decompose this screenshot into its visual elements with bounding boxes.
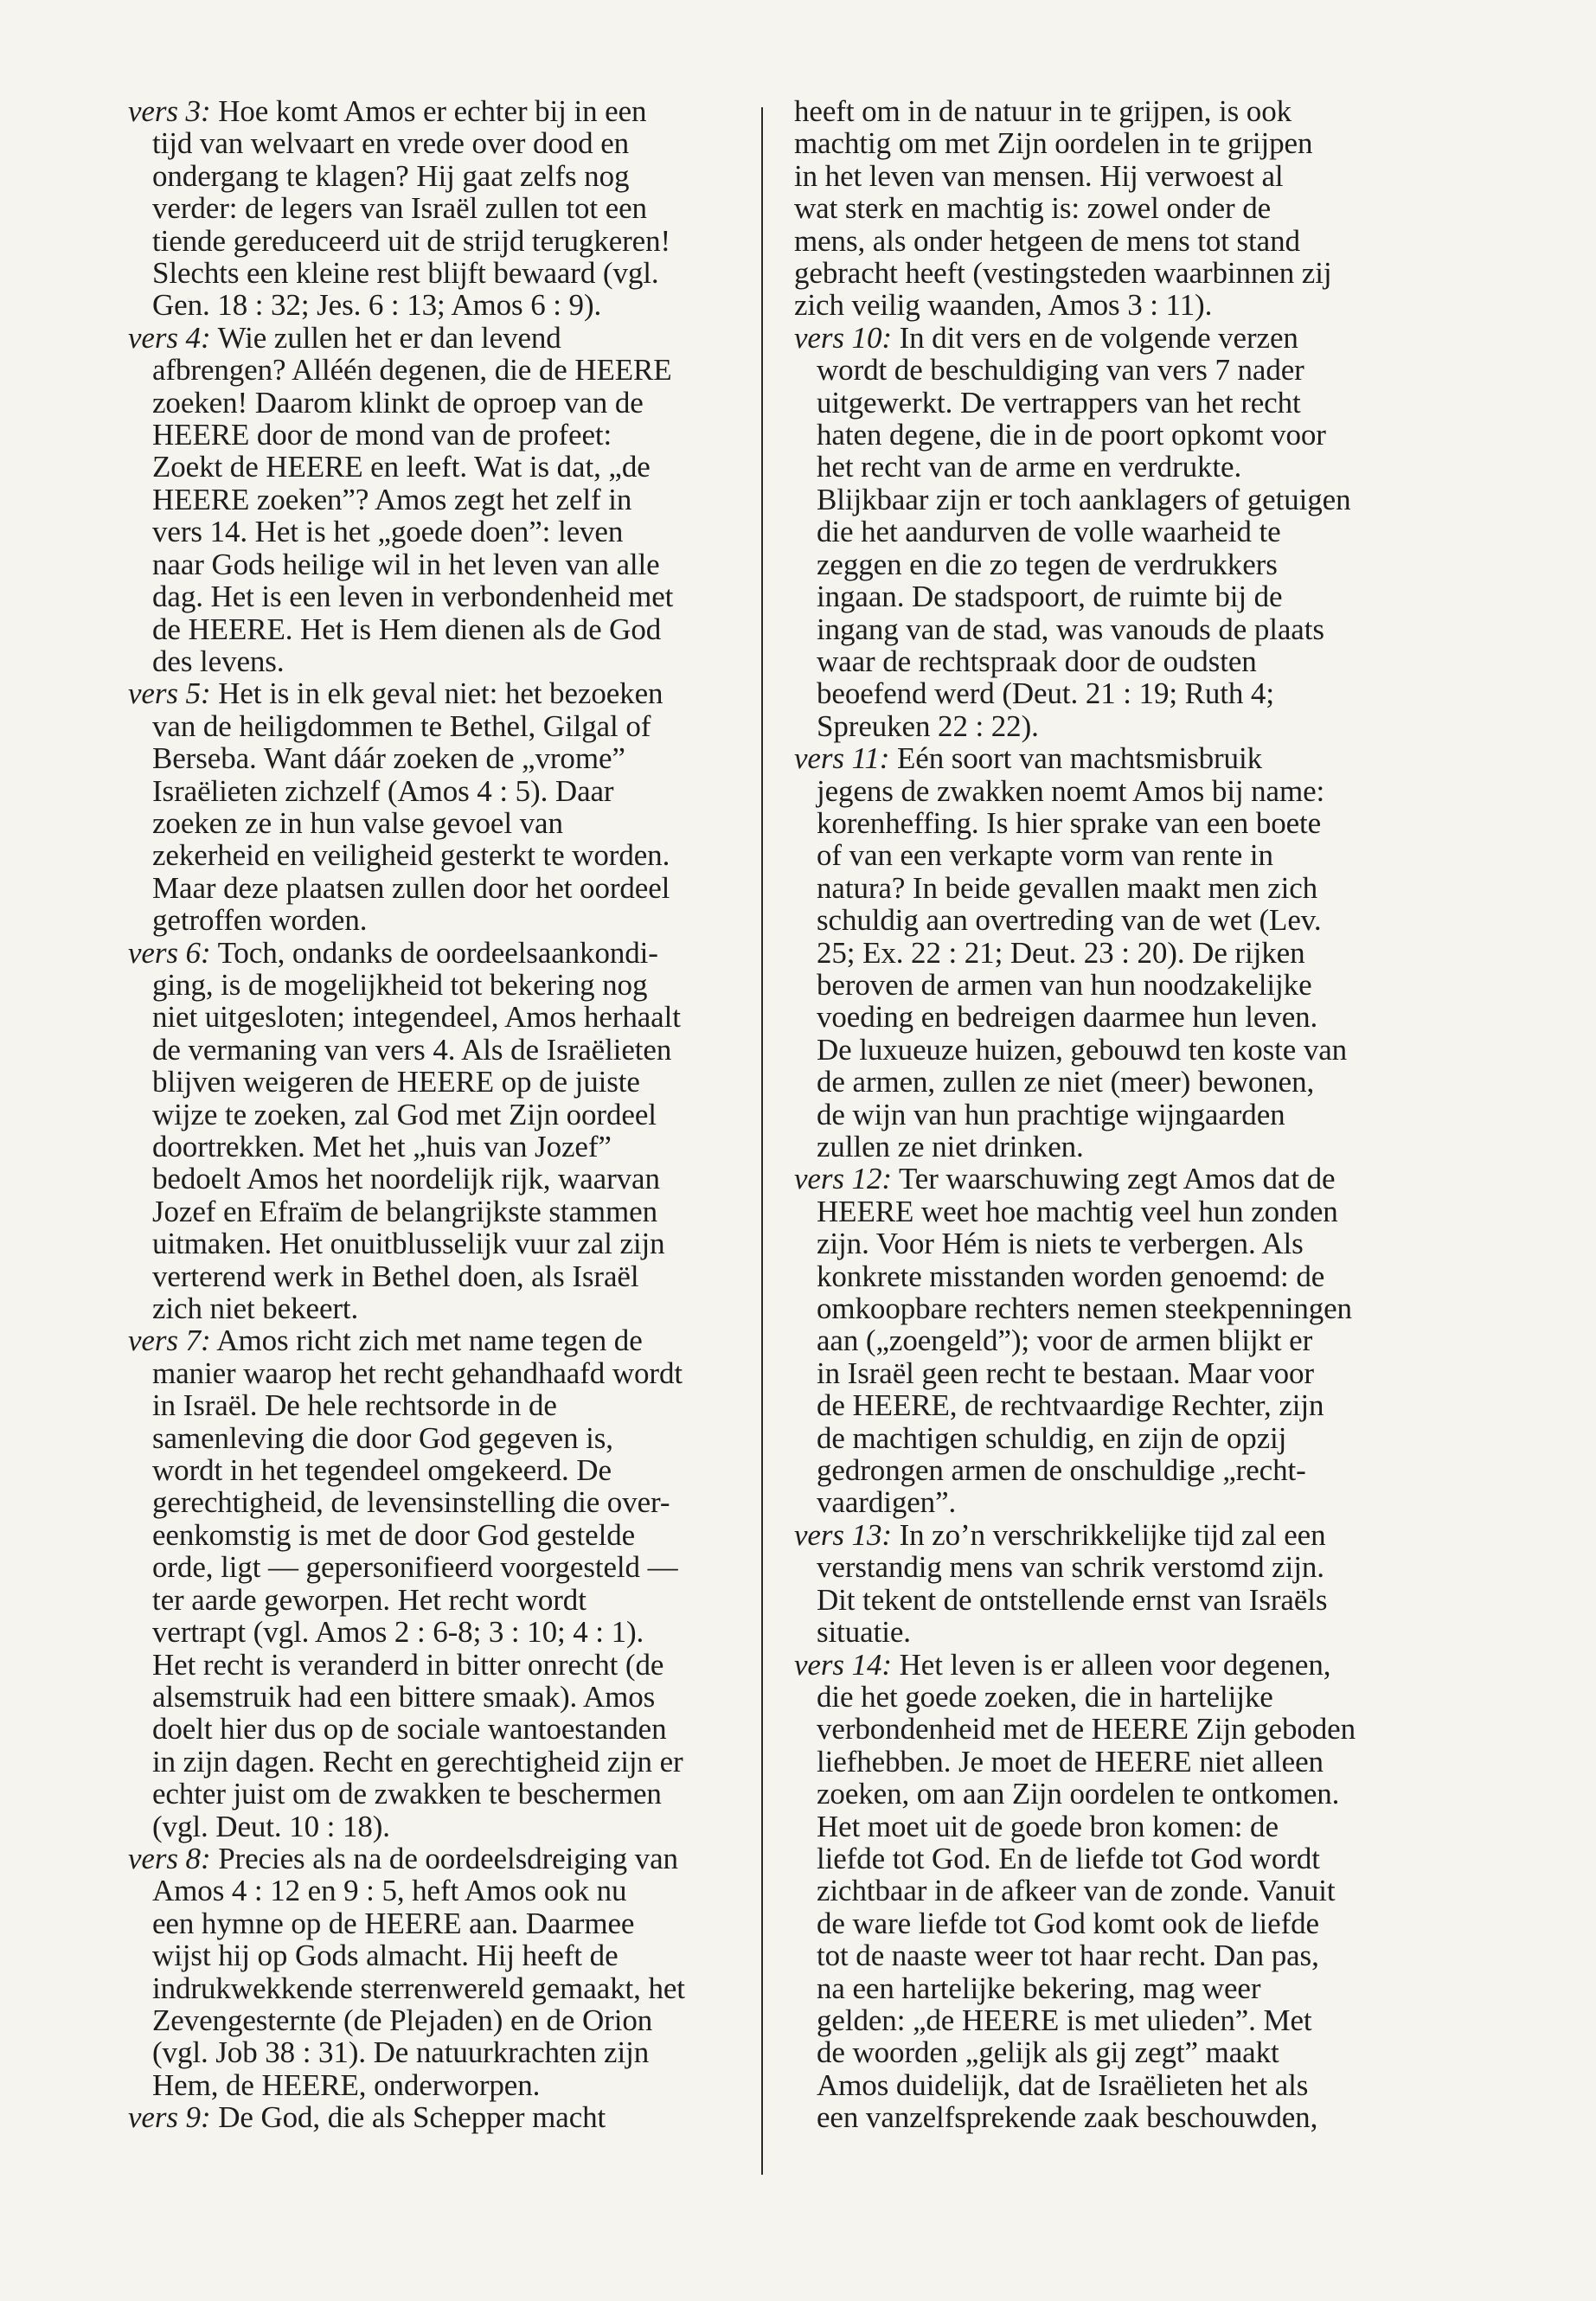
text-line: wat sterk en machtig is: zowel onder de	[794, 191, 1272, 226]
text-line: voeding en bedreigen daarmee hun leven.	[817, 1000, 1318, 1035]
text-line: verstandig mens van schrik verstomd zijn.	[817, 1550, 1324, 1585]
text-line: de wijn van hun prachtige wijngaarden	[817, 1097, 1285, 1131]
text-line: indrukwekkende sterrenwereld gemaakt, het	[152, 1971, 685, 2005]
text-line: orde, ligt — gepersonifieerd voorgesteld —	[152, 1550, 678, 1585]
text-line: vertrapt (vgl. Amos 2 : 6-8; 3 : 10; 4 : 1).	[152, 1615, 644, 1650]
text-line: liefhebben. Je moet de HEERE niet alleen	[817, 1744, 1324, 1779]
text-line: Het moet uit de goede bron komen: de	[817, 1809, 1279, 1843]
text-line: Maar deze plaatsen zullen door het oordeel	[152, 870, 670, 905]
entry-first-line	[794, 322, 1408, 354]
text-line: Israëlieten zichzelf (Amos 4 : 5). Daar	[152, 773, 614, 808]
text-line: de HEERE, de rechtvaardige Rechter, zijn	[817, 1388, 1324, 1423]
text-line: (vgl. Job 38 : 31). De natuurkrachten zijn	[152, 2035, 650, 2070]
text-line: wijze te zoeken, zal God met Zijn oordeel	[152, 1097, 657, 1131]
entry-first-text: In zo’n verschrikkelijke tijd zal een	[899, 1517, 1326, 1552]
text-line: Het recht is veranderd in bitter onrecht (de	[152, 1647, 664, 1682]
verse-label: vers 8:	[128, 1841, 211, 1875]
column-divider	[761, 107, 763, 2175]
verse-label: vers 5:	[128, 676, 211, 711]
text-line: Spreuken 22 : 22).	[817, 708, 1039, 743]
text-line: samenleving die door God gegeven is,	[152, 1420, 613, 1455]
text-line: zekerheid en veiligheid gesterkt te worden.	[152, 838, 670, 873]
text-line: naar Gods heilige wil in het leven van alle	[152, 547, 660, 581]
entry-first-text: Toch, ondanks de oordeelsaankondi-	[217, 935, 658, 970]
text-line: waar de rechtspraak door de oudsten	[817, 644, 1257, 678]
right-text-column	[794, 95, 1408, 2134]
continued-paragraph	[794, 95, 1408, 322]
text-line: Amos 4 : 12 en 9 : 5, heft Amos ook nu	[152, 1874, 627, 1908]
text-line: Berseba. Want dáár zoeken de „vrome”	[152, 741, 625, 776]
verse-entry	[128, 1324, 764, 1843]
text-line: heeft om in de natuur in te grijpen, is ook	[794, 94, 1292, 128]
text-line: ingaan. De stadspoort, de ruimte bij de	[817, 580, 1283, 614]
text-line: manier waarop het recht gehandhaafd wordt	[152, 1356, 683, 1390]
text-line: uitmaken. Het onuitblusselijk vuur zal zijn	[152, 1227, 665, 1261]
entry-first-line	[794, 1519, 1408, 1551]
text-line: wijst hij op Gods almacht. Hij heeft de	[152, 1939, 619, 1973]
text-line: Blijkbaar zijn er toch aanklagers of getuigen	[817, 482, 1351, 516]
text-line: korenheffing. Is hier sprake van een boete	[817, 805, 1322, 840]
entry-first-line	[128, 937, 764, 969]
text-line: blijven weigeren de HEERE op de juiste	[152, 1065, 640, 1099]
verse-entry	[128, 677, 764, 936]
text-line: konkrete misstanden worden genoemd: de	[817, 1259, 1325, 1293]
text-line: zijn. Voor Hém is niets te verbergen. Als	[817, 1227, 1304, 1261]
text-line: een hymne op de HEERE aan. Daarmee	[152, 1906, 635, 1940]
entry-first-line	[128, 322, 764, 354]
text-line: niet uitgesloten; integendeel, Amos herhaalt	[152, 1000, 681, 1035]
text-line: gebracht heeft (vestingsteden waarbinnen zij	[794, 256, 1332, 291]
entry-first-line	[128, 1324, 764, 1356]
text-line: die het aandurven de volle waarheid te	[817, 515, 1281, 549]
text-line: HEERE door de mond van de profeet:	[152, 418, 612, 452]
text-line: eenkomstig is met de door God gestelde	[152, 1517, 636, 1552]
verse-entry	[794, 1649, 1408, 2134]
text-line: situatie.	[817, 1615, 911, 1650]
text-line: des levens.	[152, 644, 285, 678]
verse-label: vers 6:	[128, 935, 211, 970]
text-line: Gen. 18 : 32; Jes. 6 : 13; Amos 6 : 9).	[152, 288, 602, 323]
entry-first-line	[128, 677, 764, 709]
text-line: Hem, de HEERE, onderworpen.	[152, 2067, 541, 2102]
text-line: de vermaning van vers 4. Als de Israëlieten	[152, 1032, 672, 1067]
text-line: van de heiligdommen te Bethel, Gilgal of	[152, 708, 651, 743]
verse-label: vers 3:	[128, 94, 211, 128]
text-line: HEERE zoeken”? Amos zegt het zelf in	[152, 482, 632, 516]
text-line: Amos duidelijk, dat de Israëlieten het als	[817, 2067, 1309, 2102]
verse-label: vers 9:	[128, 2100, 211, 2135]
verse-entry	[128, 937, 764, 1325]
text-line: 25; Ex. 22 : 21; Deut. 23 : 20). De rijken	[817, 935, 1305, 970]
verse-label: vers 10:	[794, 320, 892, 355]
text-line: wordt in het tegendeel omgekeerd. De	[152, 1453, 612, 1488]
text-line: natura? In beide gevallen maakt men zich	[817, 870, 1318, 905]
text-line: tot de naaste weer tot haar recht. Dan pas,	[817, 1939, 1319, 1973]
text-line: dag. Het is een leven in verbondenheid met	[152, 580, 674, 614]
entry-first-text: Precies als na de oordeelsdreiging van	[218, 1841, 678, 1875]
text-line: in Israël geen recht te bestaan. Maar voor	[817, 1356, 1314, 1390]
text-line: het recht van de arme en verdrukte.	[817, 450, 1242, 484]
text-line: de HEERE. Het is Hem dienen als de God	[152, 612, 662, 646]
text-line: of van een verkapte vorm van rente in	[817, 838, 1273, 873]
entry-first-text: In dit vers en de volgende verzen	[899, 320, 1298, 355]
text-line: de ware liefde tot God komt ook de liefde	[817, 1906, 1319, 1940]
entry-first-text: Amos richt zich met name tegen de	[216, 1324, 643, 1358]
text-line: ging, is de mogelijkheid tot bekering nog	[152, 967, 648, 1002]
entry-first-line	[128, 2101, 764, 2133]
entry-first-text: Hoe komt Amos er echter bij in een	[218, 94, 647, 128]
verse-entry	[128, 95, 764, 322]
verse-label: vers 12:	[794, 1162, 892, 1196]
verse-entry	[794, 1519, 1408, 1649]
entry-first-text: Het is in elk geval niet: het bezoeken	[218, 676, 663, 711]
verse-entry	[794, 322, 1408, 742]
text-line: ingang van de stad, was vanouds de plaats	[817, 612, 1324, 646]
entry-first-line	[794, 1163, 1408, 1195]
text-line: bedoelt Amos het noordelijk rijk, waarvan	[152, 1162, 660, 1196]
verse-label: vers 14:	[794, 1647, 892, 1682]
entry-first-text: Het leven is er alleen voor degenen,	[899, 1647, 1331, 1682]
text-line: gelden: „de HEERE is met ulieden”. Met	[817, 2003, 1312, 2037]
verse-entry	[794, 742, 1408, 1163]
entry-first-line	[128, 95, 764, 127]
text-line: Slechts een kleine rest blijft bewaard (vgl.	[152, 256, 659, 291]
text-line: Zevengesternte (de Plejaden) en de Orion	[152, 2003, 653, 2037]
verse-label: vers 7:	[128, 1324, 211, 1358]
text-line: tijd van welvaart en vrede over dood en	[152, 126, 630, 161]
text-line: echter juist om de zwakken te beschermen	[152, 1777, 662, 1811]
text-line: gerechtigheid, de levensinstelling die over-	[152, 1485, 670, 1520]
text-line: beroven de armen van hun noodzakelijke	[817, 967, 1312, 1002]
text-line: beoefend werd (Deut. 21 : 19; Ruth 4;	[817, 676, 1274, 711]
entry-first-text: De God, die als Schepper macht	[218, 2100, 606, 2135]
text-line: de woorden „gelijk als gij zegt” maakt	[817, 2035, 1279, 2070]
text-line: ter aarde geworpen. Het recht wordt	[152, 1582, 586, 1617]
text-line: een vanzelfsprekende zaak beschouwden,	[817, 2100, 1318, 2135]
entry-first-text: Wie zullen het er dan levend	[217, 320, 561, 355]
text-line: zich niet bekeert.	[152, 1292, 359, 1326]
entry-first-line	[794, 742, 1408, 774]
text-line: Dit tekent de ontstellende ernst van Israëls	[817, 1582, 1328, 1617]
text-line: jegens de zwakken noemt Amos bij name:	[817, 773, 1325, 808]
verse-entry	[794, 1163, 1408, 1518]
text-line: machtig om met Zijn oordelen in te grijpen	[794, 126, 1313, 161]
text-line: wordt de beschuldiging van vers 7 nader	[817, 353, 1304, 388]
text-line: afbrengen? Alléén degenen, die de HEERE	[152, 353, 672, 388]
text-line: (vgl. Deut. 10 : 18).	[152, 1809, 390, 1843]
text-line: in Israël. De hele rechtsorde in de	[152, 1388, 557, 1423]
text-line: Jozef en Efraïm de belangrijkste stammen	[152, 1194, 657, 1228]
text-line: getroffen worden.	[152, 903, 368, 938]
text-line: de machtigen schuldig, en zijn de opzij	[817, 1420, 1287, 1455]
text-line: omkoopbare rechters nemen steekpenningen	[817, 1292, 1352, 1326]
text-line: zullen ze niet drinken.	[817, 1130, 1084, 1163]
text-line: na een hartelijke bekering, mag weer	[817, 1971, 1261, 2005]
text-line: die het goede zoeken, die in hartelijke	[817, 1679, 1273, 1714]
entry-first-text: Ter waarschuwing zegt Amos dat de	[898, 1162, 1336, 1196]
text-line: aan („zoengeld”); voor de armen blijkt er	[817, 1324, 1313, 1358]
verse-entry	[128, 2101, 764, 2133]
text-line: verder: de legers van Israël zullen tot een	[152, 191, 647, 226]
text-line: zoeken! Daarom klinkt de oproep van de	[152, 385, 644, 420]
entry-first-line	[128, 1843, 764, 1875]
text-line: vers 14. Het is het „goede doen”: leven	[152, 515, 624, 549]
text-line: liefde tot God. En de liefde tot God wordt	[817, 1841, 1320, 1875]
text-line: zoeken, om aan Zijn oordelen te ontkomen.	[817, 1777, 1340, 1811]
text-line: in het leven van mensen. Hij verwoest al	[794, 158, 1284, 193]
text-line: zich veilig waanden, Amos 3 : 11).	[794, 288, 1213, 323]
verse-label: vers 11:	[794, 741, 890, 776]
text-line: mens, als onder hetgeen de mens tot stand	[794, 223, 1300, 258]
text-line: uitgewerkt. De vertrappers van het recht	[817, 385, 1301, 420]
verse-entry	[128, 1843, 764, 2101]
text-line: vaardigen”.	[817, 1485, 957, 1520]
verse-entry	[128, 322, 764, 677]
text-line: in zijn dagen. Recht en gerechtigheid zijn er	[152, 1744, 683, 1779]
text-line: zeggen en die zo tegen de verdrukkers	[817, 547, 1278, 581]
text-line: verterend werk in Bethel doen, als Israël	[152, 1259, 639, 1293]
text-line: zoeken ze in hun valse gevoel van	[152, 805, 563, 840]
text-line: doortrekken. Met het „huis van Jozef”	[152, 1130, 612, 1163]
text-line: doelt hier dus op de sociale wantoestanden	[152, 1712, 667, 1747]
text-line: zichtbaar in de afkeer van de zonde. Vanuit	[817, 1874, 1336, 1908]
text-line: schuldig aan overtreding van de wet (Lev.	[817, 903, 1322, 938]
verse-label: vers 13:	[794, 1517, 892, 1552]
entry-first-text: Eén soort van machtsmisbruik	[896, 741, 1262, 776]
text-line: De luxueuze huizen, gebouwd ten koste van	[817, 1032, 1348, 1067]
text-line: gedrongen armen de onschuldige „recht-	[817, 1453, 1306, 1488]
text-line: ondergang te klagen? Hij gaat zelfs nog	[152, 158, 630, 193]
left-text-column	[128, 95, 764, 2134]
text-line: de armen, zullen ze niet (meer) bewonen,	[817, 1065, 1315, 1099]
text-line: HEERE weet hoe machtig veel hun zonden	[817, 1194, 1338, 1228]
text-line: alsemstruik had een bittere smaak). Amos	[152, 1679, 656, 1714]
verse-label: vers 4:	[128, 320, 211, 355]
text-line: verbondenheid met de HEERE Zijn geboden	[817, 1712, 1356, 1747]
text-line: tiende gereduceerd uit de strijd terugkeren!	[152, 223, 671, 258]
entry-first-line	[794, 1649, 1408, 1681]
text-line: haten degene, die in de poort opkomt voor	[817, 418, 1326, 452]
text-line: Zoekt de HEERE en leeft. Wat is dat, „de	[152, 450, 651, 484]
